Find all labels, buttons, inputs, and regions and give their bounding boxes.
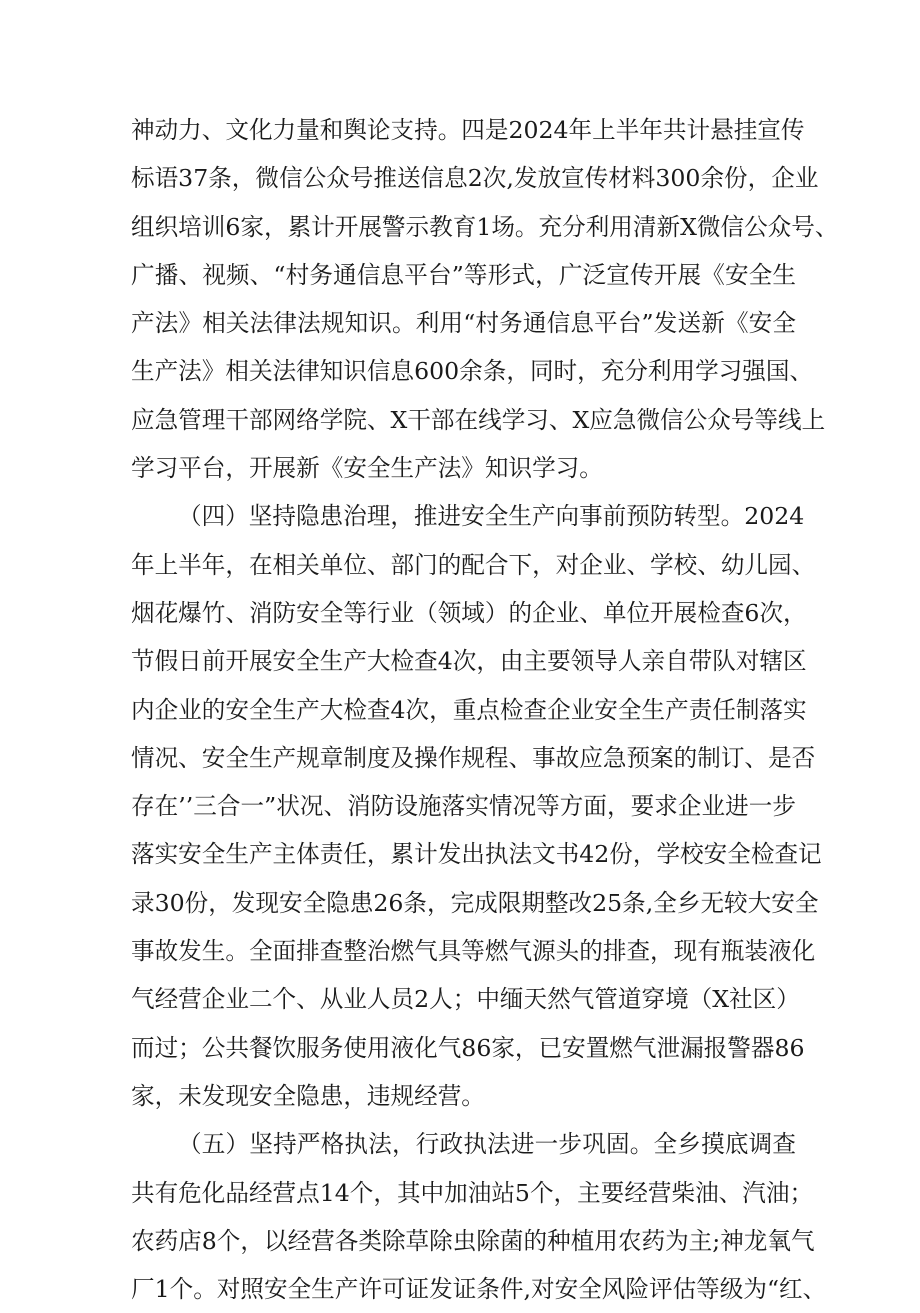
- text-line: 而过；公共餐饮服务使用液化气86家，已安置燃气泄漏报警器86: [131, 1033, 805, 1062]
- paragraph-law-enforcement: [131, 1120, 827, 1313]
- text-line: 共有危化品经营点14个，其中加油站5个，主要经营柴油、汽油；: [131, 1178, 814, 1207]
- text-line: 内企业的安全生产大检查4次，重点检查企业安全生产责任制落实: [131, 695, 807, 724]
- text-line: 存在’’三合一”状况、消防设施落实情况等方面，要求企业进一步: [131, 792, 796, 821]
- section-heading-line: （四）坚持隐患治理，推进安全生产向事前预防转型。2024: [178, 502, 805, 531]
- text-line: 广播、视频、“村务通信息平台”等形式，广泛宣传开展《安全生: [131, 260, 796, 289]
- text-line: 应急管理干部网络学院、X干部在线学习、X应急微信公众号等线上: [131, 405, 826, 434]
- text-line: 情况、安全生产规章制度及操作规程、事故应急预案的制订、是否: [131, 743, 816, 772]
- text-line: 烟花爆竹、消防安全等行业（领域）的企业、单位开展检查6次，: [131, 598, 807, 627]
- text-line: 组织培训6家，累计开展警示教育1场。充分利用清新X微信公众号、: [131, 212, 839, 241]
- text-line: 事故发生。全面排查整治燃气具等燃气源头的排查，现有瓶装液化: [131, 937, 816, 966]
- text-line: 神动力、文化力量和舆论支持。四是2024年上半年共计悬挂宣传: [131, 116, 805, 144]
- text-line: 农药店8个，以经营各类除草除虫除菌的种植用农药为主;神龙氧气: [131, 1226, 815, 1255]
- text-line: 家，未发现安全隐患，违规经营。: [131, 1081, 485, 1110]
- text-line: 录30份，发现安全隐患26条，完成限期整改25条,全乡无较大安全: [131, 888, 819, 917]
- document-body: [131, 106, 839, 1313]
- text-line: 厂1个。对照安全生产许可证发证条件,对安全风险评估等级为“红、: [131, 1275, 827, 1304]
- text-line: 生产法》相关法律知识信息600余条，同时，充分利用学习强国、: [131, 357, 814, 386]
- text-line: 产法》相关法律法规知识。利用“村务通信息平台”发送新《安全: [131, 309, 796, 338]
- paragraph-publicity: [131, 106, 839, 492]
- paragraph-hazard-governance: [131, 492, 822, 1120]
- section-heading-line: （五）坚持严格执法，行政执法进一步巩固。全乡摸底调查: [178, 1130, 796, 1159]
- text-line: 学习平台，开展新《安全生产法》知识学习。: [131, 454, 603, 483]
- text-line: 年上半年，在相关单位、部门的配合下，对企业、学校、幼儿园、: [131, 550, 816, 579]
- text-line: 标语37条，微信公众号推送信息2次,发放宣传材料300余份，企业: [131, 164, 819, 193]
- text-line: 落实安全生产主体责任，累计发出执法文书42份，学校安全检查记: [131, 840, 822, 869]
- text-line: 气经营企业二个、从业人员2人；中缅天然气管道穿境（X社区）: [131, 985, 800, 1014]
- text-line: 节假日前开展安全生产大检查4次，由主要领导人亲自带队对辖区: [131, 647, 807, 676]
